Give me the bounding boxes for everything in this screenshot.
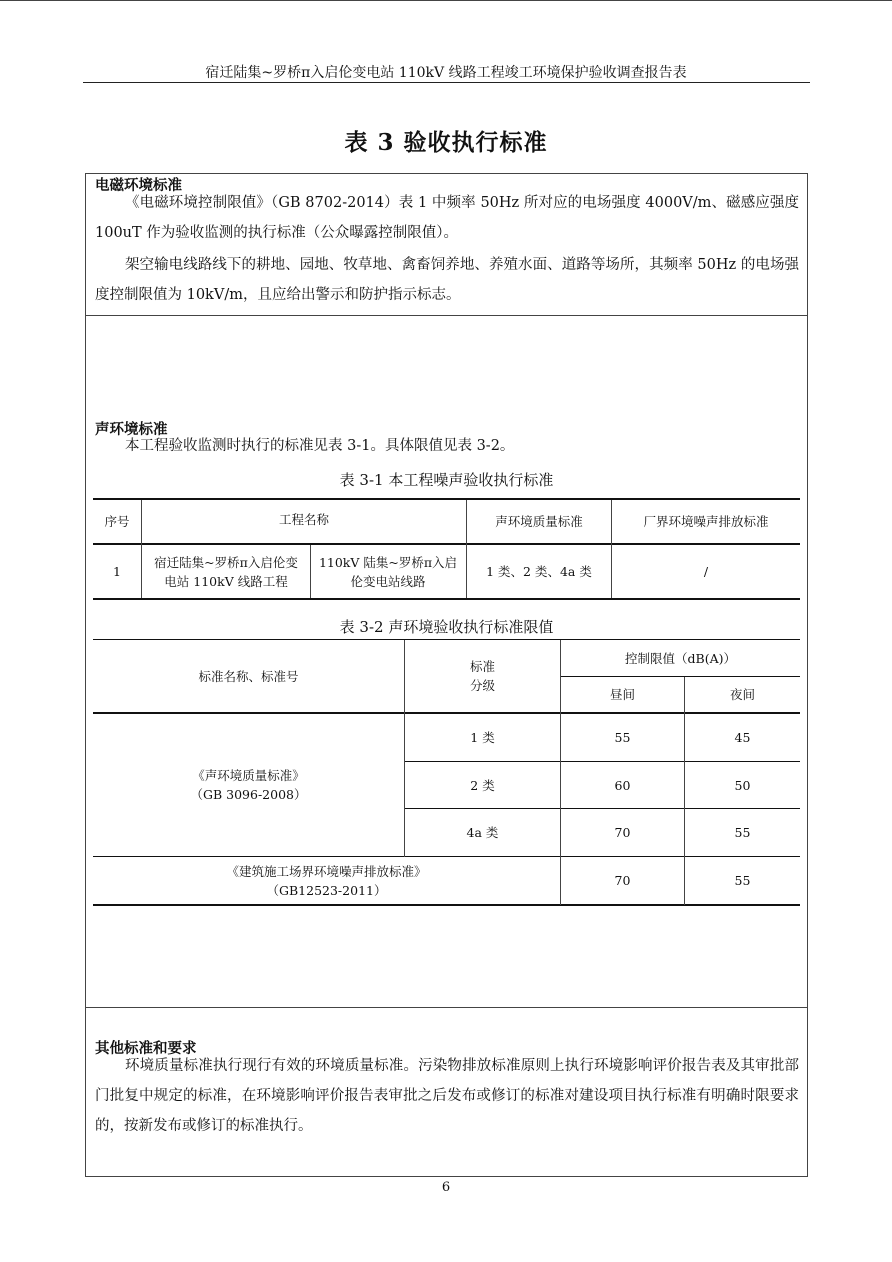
noise-title: 声环境标准 <box>95 421 168 438</box>
td-boundary: / <box>703 564 709 579</box>
table-3-2-caption: 表 3-2 声环境验收执行标准限值 <box>339 618 554 636</box>
th-number: 序号 <box>104 514 130 529</box>
other-title: 其他标准和要求 <box>95 1040 197 1057</box>
th-project-name: 工程名称 <box>278 511 329 527</box>
electromagnetic-para-1: 《电磁环境控制限值》（GB 8702-2014）表 1 中频率 50Hz 所对应的电场强度 4000V/m、磁感应强度 100uT 作为验收监测的执行标准（公众曝露控制限值）。 <box>95 195 799 241</box>
td-class: 1 类 <box>470 730 495 745</box>
td-day-limit: 55 <box>614 730 631 745</box>
td-number: 1 <box>113 564 121 579</box>
table-3-1-caption: 表 3-1 本工程噪声验收执行标准 <box>339 471 554 489</box>
table-rule <box>93 598 800 600</box>
noise-intro: 本工程验收监测时执行的标准见表 3-1。具体限值见表 3-2。 <box>125 438 515 454</box>
th-night: 夜间 <box>729 687 755 702</box>
td-class: 2 类 <box>470 777 495 793</box>
page-title: 表 3 验收执行标准 <box>344 129 548 156</box>
td-project: 宿迁陆集~罗桥π入启伦变电站 110kV 线路工程 <box>154 554 298 589</box>
electromagnetic-title: 电磁环境标准 <box>95 177 182 194</box>
td-class: 4a 类 <box>466 825 499 840</box>
top-edge-line <box>0 0 892 1</box>
table-rule <box>93 904 800 906</box>
td-day-limit: 70 <box>614 873 631 888</box>
td-day-limit: 60 <box>614 777 631 793</box>
td-quality: 1 类、2 类、4a 类 <box>486 564 592 579</box>
th-standard-class: 标准 分级 <box>469 659 495 693</box>
th-standard-name: 标准名称、标准号 <box>198 668 299 684</box>
td-night-limit: 55 <box>734 873 751 888</box>
th-day: 昼间 <box>609 687 635 702</box>
td-line: 110kV 陆集~罗桥π入启伦变电站线路 <box>318 554 458 589</box>
page-number: 6 <box>441 1180 451 1195</box>
th-boundary-standard: 厂界环境噪声排放标准 <box>643 514 769 529</box>
td-day-limit: 70 <box>614 825 631 840</box>
header-rule <box>83 82 810 83</box>
th-limit: 控制限值（dB(A)） <box>625 650 736 666</box>
th-quality-standard: 声环境质量标准 <box>495 514 583 529</box>
td-night-limit: 55 <box>734 825 751 840</box>
running-header: 宿迁陆集~罗桥π入启伦变电站 110kV 线路工程竣工环境保护验收调查报告表 <box>205 65 687 81</box>
table-col-line <box>310 545 311 598</box>
td-quality-standard-name: 《声环境质量标准》 （GB 3096-2008） <box>190 768 307 802</box>
td-night-limit: 50 <box>734 777 751 793</box>
other-para: 环境质量标准执行现行有效的环境质量标准。污染物排放标准原则上执行环境影响评价报告表及其审批部门批复中规定的标准，在环境影响评价报告表审批之后发布或修订的标准对建设项目执行标准有明确时限要求的，按新发布或修订的标准执行。 <box>95 1058 799 1134</box>
electromagnetic-para-2: 架空输电线路线下的耕地、园地、牧草地、禽畜饲养地、养殖水面、道路等场所，其频率 50Hz 的电场强度控制限值为 10kV/m，且应给出警示和防护指示标志。 <box>95 257 799 303</box>
td-night-limit: 45 <box>734 730 751 745</box>
td-construction-standard-name: 《建筑施工场界环境噪声排放标准》 （GB12523-2011） <box>226 863 427 898</box>
